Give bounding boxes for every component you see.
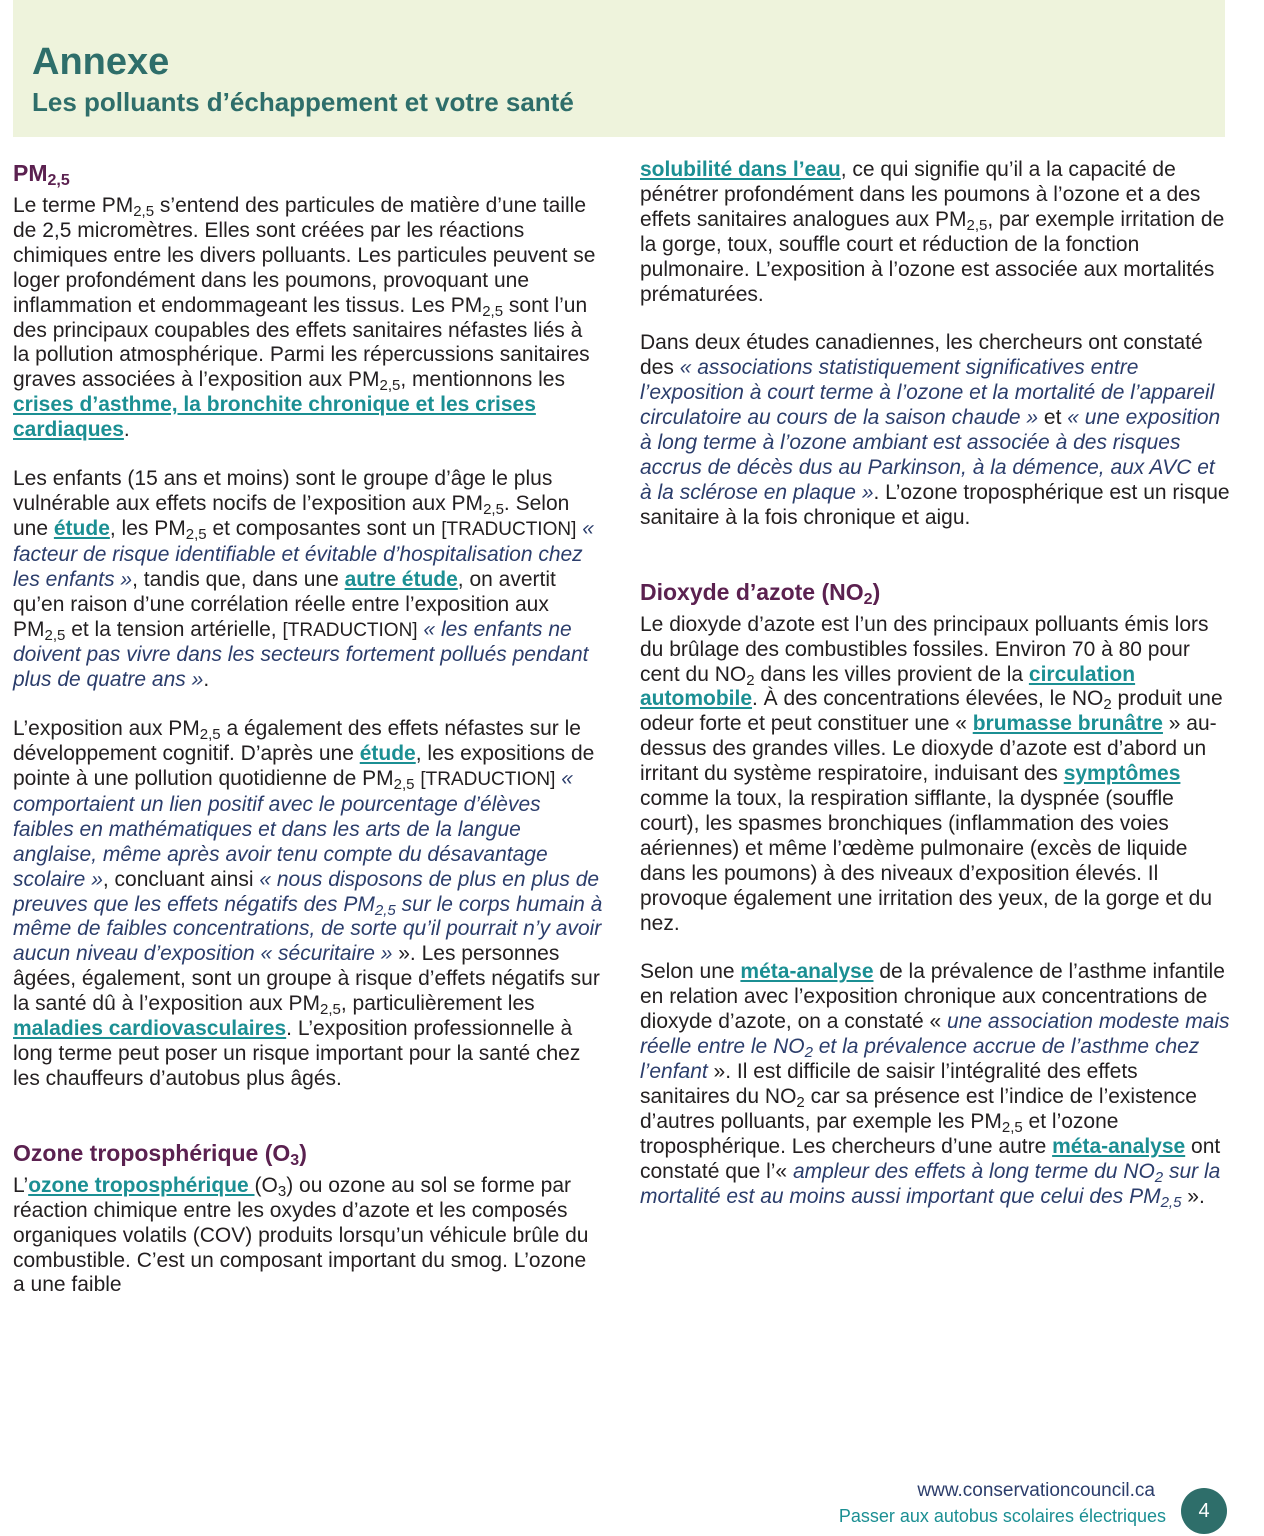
link-autre-etude[interactable]: autre étude	[344, 567, 458, 591]
pm25-heading: $PM_{2,5}$	[13, 160, 70, 189]
link-circulation-automobile[interactable]: circulation automobile	[640, 662, 1136, 711]
no2-paragraph-1: Le dioxyde d’azote est l’un des principaux polluants émis lors du brûlage des combustibles fossiles. Environ 70 à 80 pour cent du $NO_2$ dans les villes provient de la circulation automobile. À des concentrations élevées, le $NO_2$ produit une odeur forte et peut constituer une « brumasse brunâtre » au-dessus des grandes villes. Le dioxyde d’azote est d’abord un irritant du système respiratoire, induisant des symptômes comme la toux, la respiration sifflante, la dyspnée (souffle court), les spasmes bronchiques (inflammation des voies aériennes) et même l’œdème pulmonaire (excès de liquide dans les poumons) à des niveaux d’exposition élevés. Il provoque également une irritation des yeux, de la gorge et du nez.	[640, 612, 1223, 935]
link-meta-analyse-2[interactable]: méta-analyse	[1052, 1134, 1186, 1158]
no2-paragraph-2: Selon une méta-analyse de la prévalence de l’asthme infantile en relation avec l’exposition chronique aux concentrations de dioxyde d’azote, on a constaté « une association modeste mais réelle entre le $NO_2$ et la prévalence accrue de l’asthme chez l’enfant ». Il est difficile de saisir l’intégralité des effets sanitaires du $NO_2$ car sa présence est l’indice de l’existence d’autres polluants, par exemple les $PM_{2,5}$ et l’ozone troposphérique. Les chercheurs d’une autre méta-analyse ont constaté que l’« ampleur des effets à long terme du $NO_2$ sur la mortalité est au moins aussi important que celui des $PM_{2,5}$ ».	[640, 960, 1230, 1211]
link-ozone-troposphérique[interactable]: ozone troposphérique	[28, 1173, 255, 1197]
pm25-paragraph-2: Les enfants (15 ans et moins) sont le groupe d’âge le plus vulnérable aux effets nocifs de l’exposition aux $PM_{2,5}$. Selon une étude, les $PM_{2,5}$ et composantes sont un [TRADUCTION] « facteur de risque identifiable et évitable d’hospitalisation chez les enfants », tandis que, dans une autre étude, on avertit qu’en raison d’une corrélation réelle entre l’exposition aux $PM_{2,5}$ et la tension artérielle, [TRADUCTION] « les enfants ne doivent pas vivre dans les secteurs fortement pollués pendant plus de quatre ans ».	[13, 467, 594, 692]
page-subtitle: Les polluants d’échappement et votre santé	[32, 87, 574, 117]
page-title: Annexe	[32, 41, 170, 83]
link-maladies-cardiovasculaires[interactable]: maladies cardiovasculaires	[13, 1017, 287, 1041]
ozone-heading: Ozone troposphérique $(O_3)$	[13, 1139, 307, 1169]
left-column	[13, 158, 603, 1322]
link-meta-analyse[interactable]: méta-analyse	[740, 960, 874, 984]
ozone-paragraph-1-cont: solubilité dans l’eau, ce qui signifie qu’il a la capacité de pénétrer profondément dans les poumons à l’ozone et a des effets sanitaires analogues aux $PM_{2,5}$, par exemple irritation de la gorge, toux, souffle court et réduction de la fonction pulmonaire. L’exposition à l’ozone est associée aux mortalités prématurées.	[640, 158, 1225, 306]
no2-heading: Dioxyde d’azote $(NO_2)$	[640, 578, 881, 608]
footer-url[interactable]: www.conservationcouncil.ca	[917, 1480, 1155, 1501]
ozone-paragraph-1: L’ozone troposphérique $(O_3)$ ou ozone au sol se forme par réaction chimique entre les oxydes d’azote et les composés organiques volatils (COV) produits lorsqu’un véhicule brûle du combustible. C’est un composant important du smog. L’ozone a une faible	[13, 1173, 589, 1297]
right-column	[640, 158, 1230, 1234]
link-solubilite[interactable]: solubilité dans l’eau	[640, 158, 841, 181]
link-symptomes[interactable]: symptômes	[1063, 762, 1181, 786]
page-number: 4	[1181, 1488, 1227, 1534]
link-etude-2[interactable]: étude	[359, 742, 416, 766]
footer-subtitle: Passer aux autobus scolaires électriques	[838, 1506, 1166, 1526]
pm25-paragraph-1: Le terme $PM_{2,5}$ s’entend des particules de matière d’une taille de 2,5 micromètres. Elles sont créées par les réactions chimiques entre les divers polluants. Les particules peuvent se loger profondément dans les poumons, provoquant une inflammation et endommageant les tissus. Les $PM_{2,5}$ sont l’un des principaux coupables des effets sanitaires néfastes liés à la pollution atmosphérique. Parmi les répercussions sanitaires graves associées à l’exposition aux $PM_{2,5}$, mentionnons les crises d’asthme, la bronchite chronique et les crises cardiaques.	[13, 194, 596, 442]
link-brumasse-brunatre[interactable]: brumasse brunâtre	[972, 712, 1163, 736]
pm25-paragraph-3: L’exposition aux $PM_{2,5}$ a également des effets néfastes sur le développement cognitif. D’après une étude, les expositions de pointe à une pollution quotidienne de $PM_{2,5}$ [TRADUCTION] « comportaient un lien positif avec le pourcentage d’élèves faibles en mathématiques et dans les arts de la langue anglaise, même après avoir tenu compte du désavantage scolaire », concluant ainsi « nous disposons de plus en plus de preuves que les effets négatifs des $PM_{2,5}$ sur le corps humain à même de faibles concentrations, de sorte qu’il pourrait n’y avoir aucun niveau d’exposition « sécuritaire » ». Les personnes âgées, également, sont un groupe à risque d’effets négatifs sur la santé dû à l’exposition aux $PM_{2,5}$, particulièrement les maladies cardiovasculaires. L’exposition professionnelle à long terme peut poser un risque important pour la santé chez les chauffeurs d’autobus plus âgés.	[13, 717, 603, 1090]
link-crises-asthme[interactable]: crises d’asthme, la bronchite chronique et les crises cardiaques	[13, 393, 536, 442]
ozone-paragraph-2: Dans deux études canadiennes, les chercheurs ont constaté des « associations statistiquement significatives entre l’exposition à court terme à l’ozone et la mortalité de l’appareil circulatoire au cours de la saison chaude » et « une exposition à long terme à l’ozone ambiant est associée à des risques accrus de décès dus au Parkinson, à la démence, aux AVC et à la sclérose en plaque ». L’ozone troposphérique est un risque sanitaire à la fois chronique et aigu.	[640, 331, 1230, 529]
link-etude[interactable]: étude	[53, 516, 110, 540]
page-header	[13, 0, 1225, 137]
